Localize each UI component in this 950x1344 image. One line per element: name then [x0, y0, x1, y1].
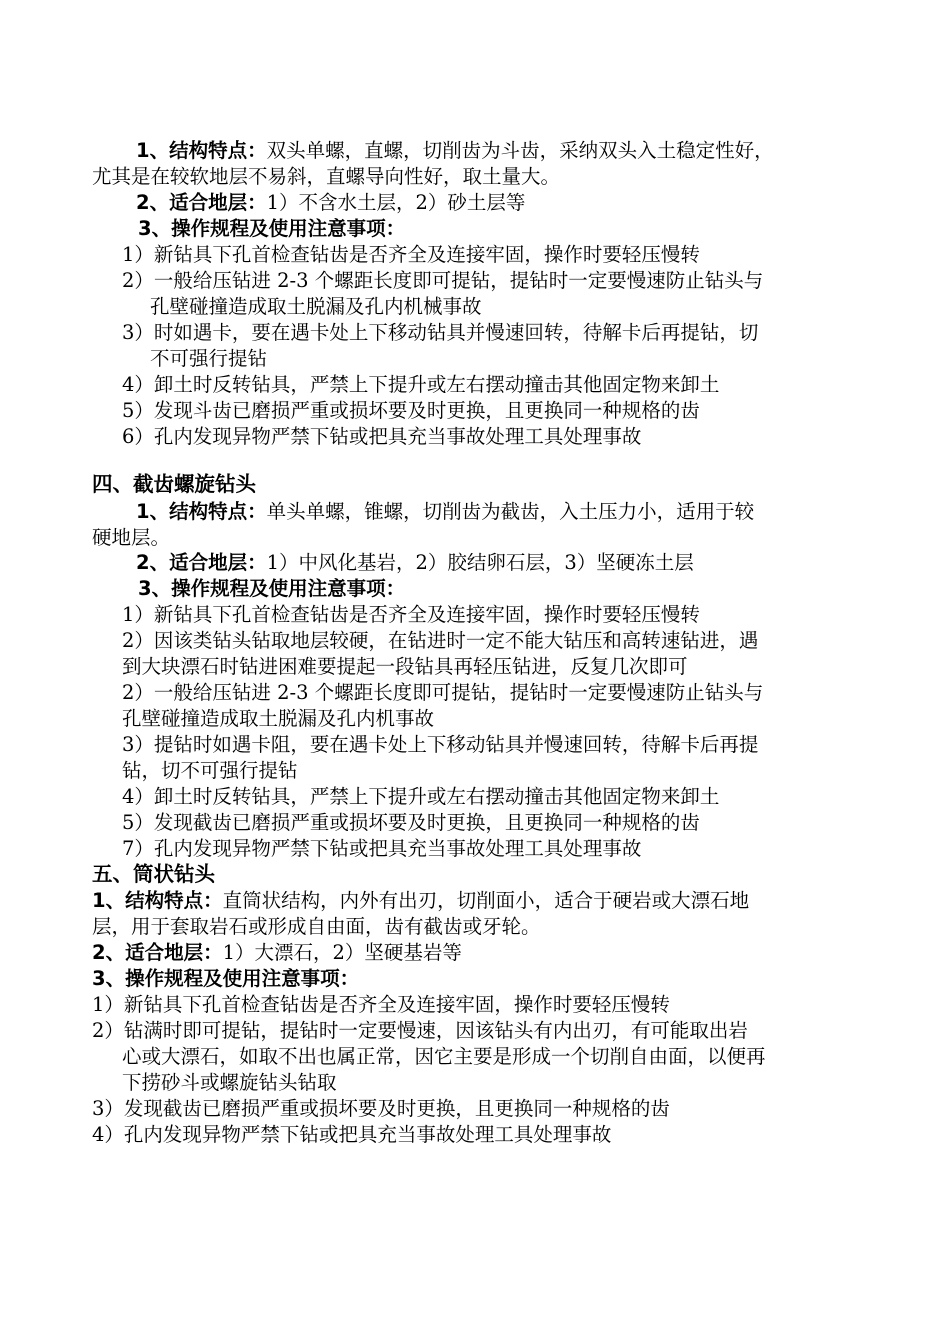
- s5-item-4: 4）孔内发现异物严禁下钻或把具充当事故处理工具处理事故: [92, 1123, 612, 1146]
- s4-ops-label: 3、操作规程及使用注意事项：: [138, 577, 406, 600]
- s4-item-4: 3）提钻时如遇卡阻，要在遇卡处上下移动钻具并慢速回转，待解卡后再提: [122, 733, 759, 756]
- s3-item-5: 5）发现斗齿已磨损严重或损坏要及时更换，且更换同一种规格的齿: [122, 399, 700, 422]
- s4-item-7: 7）孔内发现异物严禁下钻或把具充当事故处理工具处理事故: [122, 837, 642, 860]
- s5-item-3: 3）发现截齿已磨损严重或损坏要及时更换，且更换同一种规格的齿: [92, 1097, 670, 1120]
- s5-structure-line2: 层，用于套取岩石或形成自由面，齿有截齿或牙轮。: [92, 915, 541, 938]
- s5-strata-line: [92, 940, 462, 966]
- s5-item-1: 1）新钻具下孔首检查钻齿是否齐全及连接牢固，操作时要轻压慢转: [92, 993, 670, 1016]
- s3-item-2: 2）一般给压钻进 2-3 个螺距长度即可提钻，提钻时一定要慢速防止钻头与: [122, 269, 764, 292]
- s4-structure-text1: 单头单螺，锥螺，切削齿为截齿，入土压力小，适用于较: [266, 500, 755, 523]
- s3-item-6: 6）孔内发现异物严禁下钻或把具充当事故处理工具处理事故: [122, 425, 642, 448]
- s4-heading: 四、截齿螺旋钻头: [92, 472, 256, 496]
- s3-item-4: 4）卸土时反转钻具，严禁上下提升或左右摆动撞击其他固定物来卸土: [122, 373, 720, 396]
- s5-item-2-cont2: 下捞砂斗或螺旋钻头钻取: [122, 1071, 337, 1094]
- s4-structure-label: 1、结构特点：: [136, 500, 267, 523]
- s3-strata-text: 1）不含水土层，2）砂土层等: [266, 191, 526, 214]
- s5-structure-line1: [92, 888, 749, 914]
- s5-item-2-cont1: 心或大漂石，如取不出也属正常，因它主要是形成一个切削自由面，以便再: [122, 1045, 766, 1068]
- s3-structure-text1: 双头单螺，直螺，切削齿为斗齿，采纳双头入土稳定性好，: [266, 139, 774, 162]
- s5-structure-text1: 直筒状结构，内外有出刃，切削面小，适合于硬岩或大漂石地: [222, 889, 750, 912]
- s3-item-3: 3）时如遇卡，要在遇卡处上下移动钻具并慢速回转，待解卡后再提钻，切: [122, 321, 759, 344]
- s5-strata-label: 2、适合地层：: [92, 941, 223, 964]
- s4-item-3-cont: 孔壁碰撞造成取土脱漏及孔内机事故: [122, 707, 435, 730]
- s4-item-5: 4）卸土时反转钻具，严禁上下提升或左右摆动撞击其他固定物来卸土: [122, 785, 720, 808]
- s5-structure-label: 1、结构特点：: [92, 889, 223, 912]
- s4-structure-line1: [136, 499, 754, 525]
- s3-structure-line2: 尤其是在较软地层不易斜，直螺导向性好，取土量大。: [92, 165, 561, 188]
- s4-item-3: 2）一般给压钻进 2-3 个螺距长度即可提钻，提钻时一定要慢速防止钻头与: [122, 681, 764, 704]
- s3-item-2-cont: 孔壁碰撞造成取土脱漏及孔内机械事故: [150, 295, 482, 318]
- s4-item-1: 1）新钻具下孔首检查钻齿是否齐全及连接牢固，操作时要轻压慢转: [122, 603, 700, 626]
- s5-heading: 五、筒状钻头: [92, 862, 215, 886]
- s4-item-4-cont: 钻，切不可强行提钻: [122, 759, 298, 782]
- s4-item-2-cont: 到大块漂石时钻进困难要提起一段钻具再轻压钻进，反复几次即可: [122, 655, 688, 678]
- s3-structure-label: 1、结构特点：: [136, 139, 267, 162]
- s4-structure-line2: 硬地层。: [92, 526, 171, 549]
- s3-strata-line: [136, 190, 525, 216]
- s5-item-2: 2）钻满时即可提钻，提钻时一定要慢速，因该钻头有内出刃，有可能取出岩: [92, 1019, 748, 1042]
- s3-ops-label: 3、操作规程及使用注意事项：: [138, 217, 406, 240]
- s3-item-3-cont: 不可强行提钻: [150, 347, 268, 370]
- s3-item-1: 1）新钻具下孔首检查钻齿是否齐全及连接牢固，操作时要轻压慢转: [122, 243, 700, 266]
- s4-strata-text: 1）中风化基岩，2）胶结卵石层，3）坚硬冻土层: [266, 551, 694, 574]
- s4-item-6: 5）发现截齿已磨损严重或损坏要及时更换，且更换同一种规格的齿: [122, 811, 700, 834]
- s5-strata-text: 1）大漂石，2）坚硬基岩等: [222, 941, 462, 964]
- s4-item-2: 2）因该类钻头钻取地层较硬，在钻进时一定不能大钻压和高转速钻进，遇: [122, 629, 759, 652]
- s3-structure-line1: [136, 138, 774, 164]
- s5-ops-label: 3、操作规程及使用注意事项：: [92, 967, 360, 990]
- s3-strata-label: 2、适合地层：: [136, 191, 267, 214]
- s4-strata-line: [136, 550, 694, 576]
- s4-strata-label: 2、适合地层：: [136, 551, 267, 574]
